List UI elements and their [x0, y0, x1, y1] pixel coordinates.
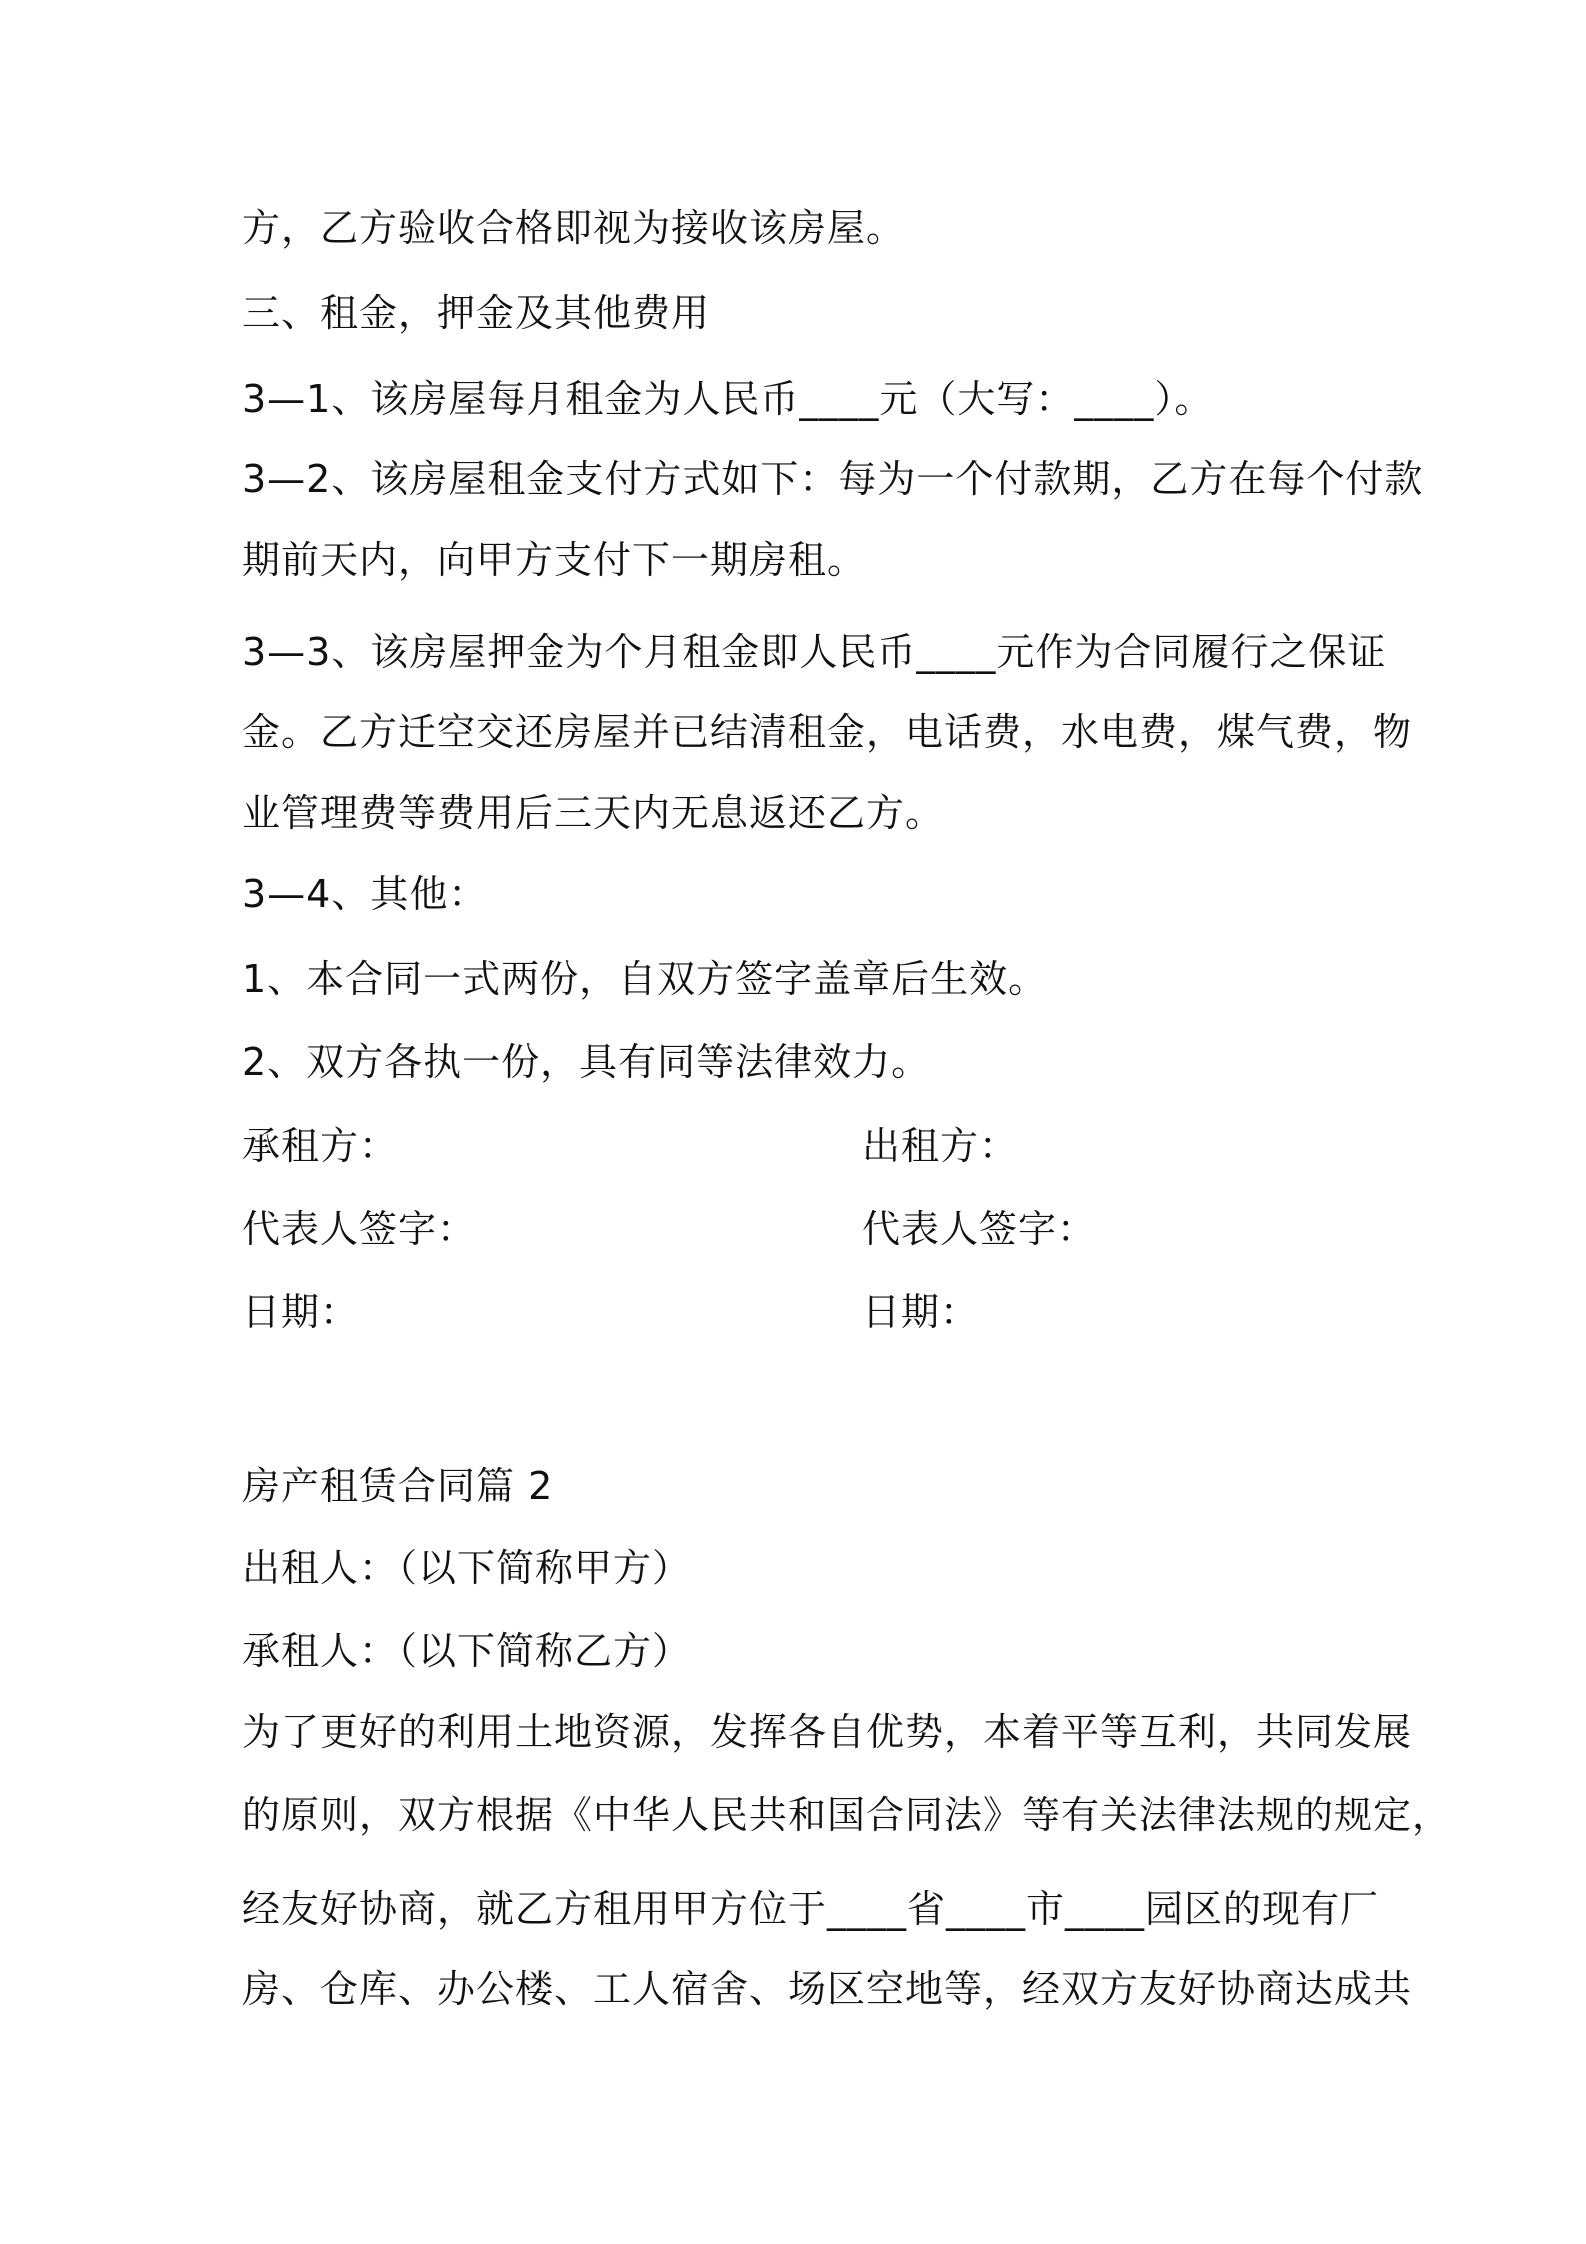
- clause-3-2-cont: 期前天内，向甲方支付下一期房租。: [242, 538, 867, 582]
- clause-3-3-cont: 业管理费等费用后三天内无息返还乙方。: [242, 791, 945, 835]
- lessor-line: 出租人：（以下简称甲方）: [242, 1546, 692, 1590]
- preamble-line: 经友好协商，就乙方租用甲方位于____省____市____园区的现有厂: [242, 1887, 1380, 1931]
- clause-3-1: 3—1、该房屋每月租金为人民币____元（大写：____）。: [242, 377, 1214, 421]
- signature-date-right: 日期：: [862, 1290, 980, 1334]
- signature-date-left: 日期：: [242, 1290, 360, 1334]
- paragraph-line: 方，乙方验收合格即视为接收该房屋。: [242, 206, 906, 250]
- section-heading: 三、租金，押金及其他费用: [242, 291, 711, 335]
- clause-3-3: 3—3、该房屋押金为个月租金即人民币____元作为合同履行之保证: [242, 630, 1387, 674]
- preamble-line: 房、仓库、办公楼、工人宿舍、场区空地等，经双方友好协商达成共: [242, 1967, 1413, 2011]
- clause-3-2: 3—2、该房屋租金支付方式如下：每为一个付款期，乙方在每个付款: [242, 457, 1424, 501]
- clause-3-4: 3—4、其他：: [242, 872, 488, 916]
- signature-lessee-label: 承租方：: [242, 1124, 399, 1168]
- signature-representative-right: 代表人签字：: [862, 1207, 1097, 1251]
- preamble-line: 的原则，双方根据《中华人民共和国合同法》等有关法律法规的规定，: [242, 1793, 1452, 1837]
- signature-representative-left: 代表人签字：: [242, 1207, 477, 1251]
- lessee-line: 承租人：（以下简称乙方）: [242, 1629, 692, 1673]
- item-1: 1、本合同一式两份，自双方签字盖章后生效。: [242, 957, 1048, 1001]
- item-2: 2、双方各执一份，具有同等法律效力。: [242, 1040, 931, 1084]
- clause-3-3-cont: 金。乙方迁空交还房屋并已结清租金，电话费，水电费，煤气费，物: [242, 710, 1413, 754]
- signature-lessor-label: 出租方：: [862, 1124, 1019, 1168]
- preamble-line: 为了更好的利用土地资源，发挥各自优势，本着平等互利，共同发展: [242, 1710, 1413, 1754]
- section-title: 房产租赁合同篇 2: [242, 1464, 554, 1508]
